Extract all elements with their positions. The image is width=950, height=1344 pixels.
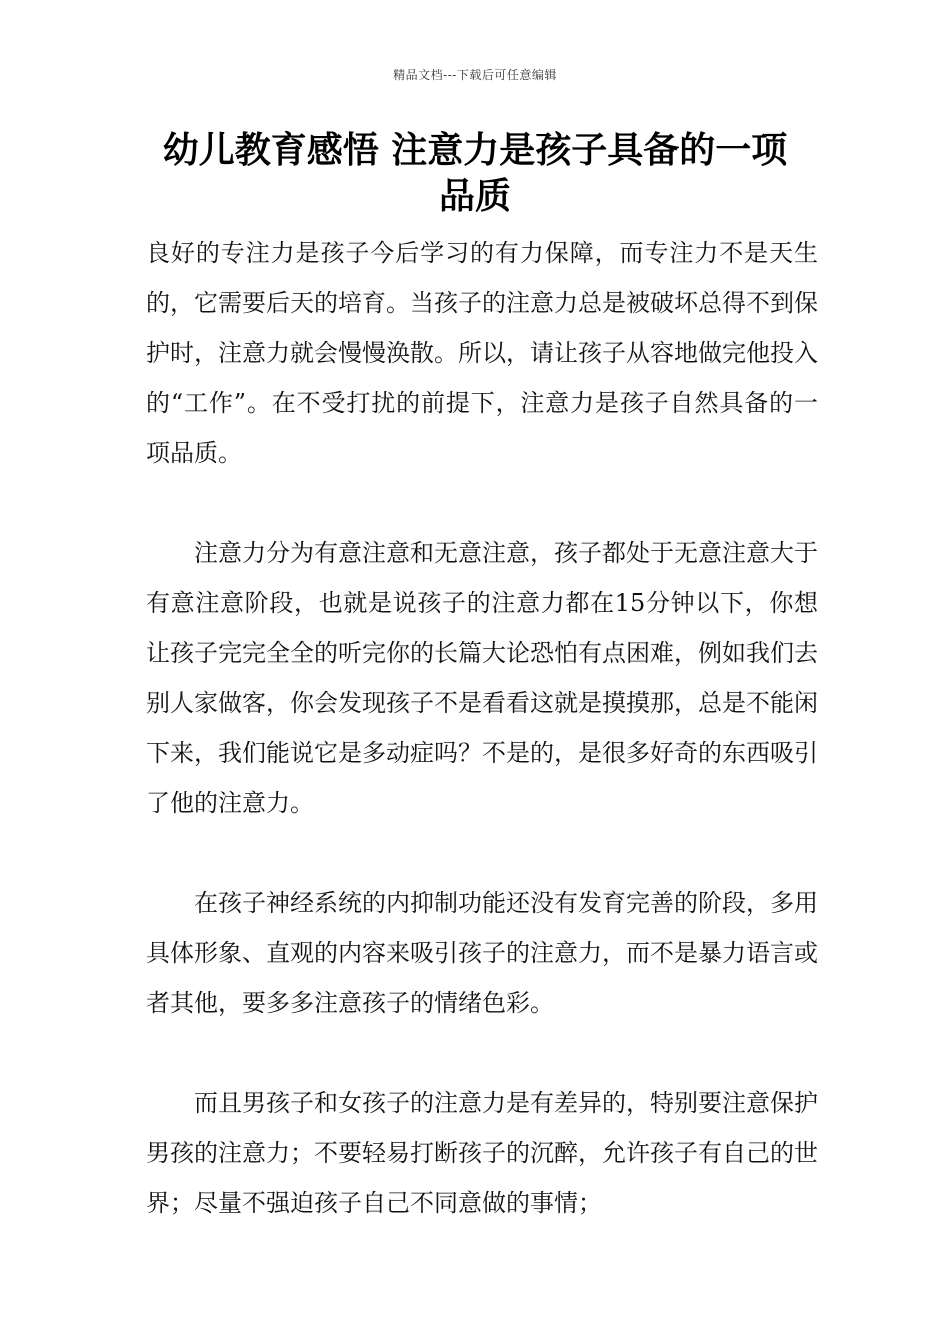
document-title: 幼儿教育感悟 注意力是孩子具备的一项品质 (162, 130, 788, 217)
paragraph-1: 良好的专注力是孩子今后学习的有力保障，而专注力不是天生的，它需要后天的培育。当孩子的注意力总是被破坏总得不到保护时，注意力就会慢慢涣散。所以，请让孩子从容地做完他投入的“工作”。在不受打扰的前提下，注意力是孩子自然具备的一项品质。 (146, 239, 818, 467)
paragraph-2: 注意力分为有意注意和无意注意，孩子都处于无意注意大于有意注意阶段，也就是说孩子的注意力都在15分钟以下，你想让孩子完完全全的听完你的长篇大论恐怕有点困难，例如我们去别人家做客，你会发现孩子不是看看这就是摸摸那，总是不能闲下来，我们能说它是多动症吗？不是的，是很多好奇的东西吸引了他的注意力。 (146, 539, 818, 817)
header-note: 精品文档---下载后可任意编辑 (393, 68, 557, 82)
paragraph-4: 而且男孩子和女孩子的注意力是有差异的，特别要注意保护男孩的注意力；不要轻易打断孩子的沉醉，允许孩子有自己的世界；尽量不强迫孩子自己不同意做的事情； (146, 1089, 818, 1217)
paragraph-3: 在孩子神经系统的内抑制功能还没有发育完善的阶段，多用具体形象、直观的内容来吸引孩子的注意力，而不是暴力语言或者其他，要多多注意孩子的情绪色彩。 (146, 889, 818, 1017)
document-body (146, 228, 818, 1228)
